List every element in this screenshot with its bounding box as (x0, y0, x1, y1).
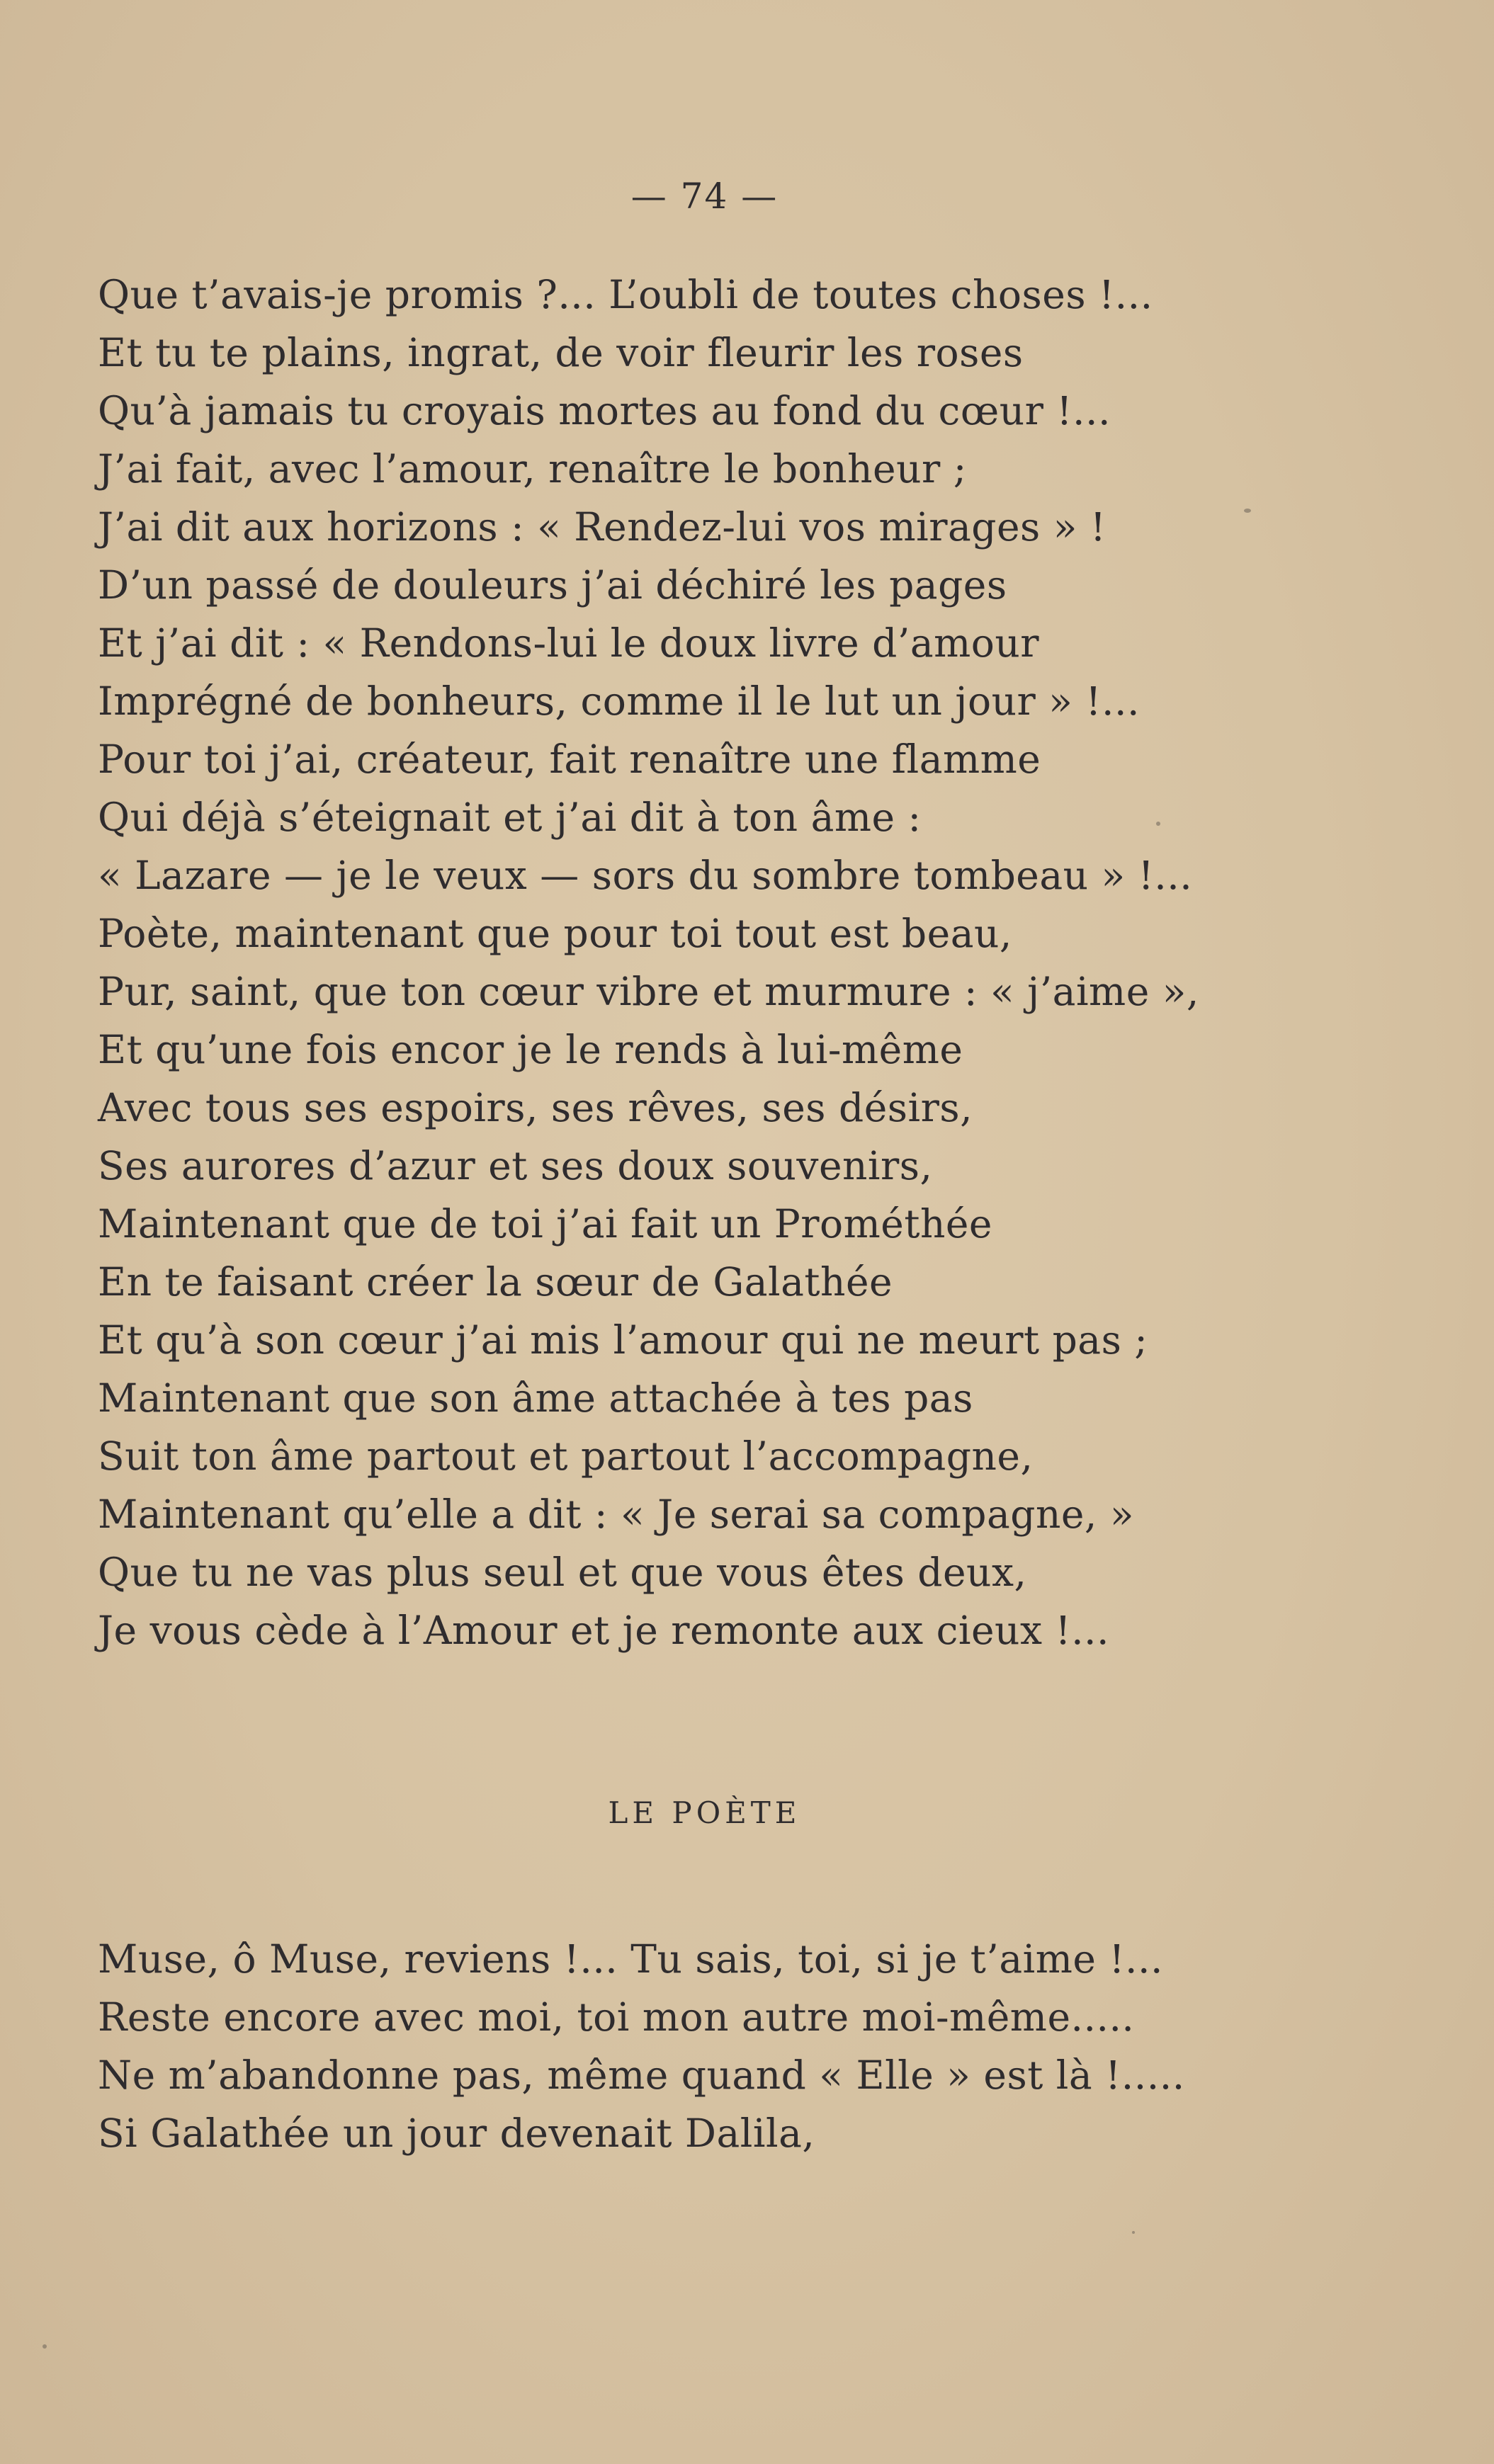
paper-speck (1132, 2231, 1135, 2234)
stanza-muse (98, 266, 1199, 1659)
verse-line: Si Galathée un jour devenait Dalila, (98, 2111, 815, 2156)
verse-line: Maintenant que de toi j’ai fait un Prométhée (98, 1201, 992, 1247)
verse-line: Et qu’à son cœur j’ai mis l’amour qui ne meurt pas ; (98, 1317, 1148, 1363)
verse-line: Reste encore avec moi, toi mon autre moi-même..... (98, 1994, 1135, 2040)
verse-line: Avec tous ses espoirs, ses rêves, ses désirs, (98, 1085, 973, 1130)
paper-speck (43, 2344, 47, 2349)
verse-line: Qu’à jamais tu croyais mortes au fond du cœur !... (98, 388, 1111, 433)
verse-line: J’ai fait, avec l’amour, renaître le bonheur ; (98, 446, 967, 492)
paper-speck (1244, 509, 1251, 513)
verse-line: Qui déjà s’éteignait et j’ai dit à ton âme : (98, 795, 922, 840)
verse-line: Pur, saint, que ton cœur vibre et murmure : « j’aime », (98, 969, 1199, 1014)
verse-line: J’ai dit aux horizons : « Rendez-lui vos mirages » ! (98, 504, 1107, 550)
verse-line: Et j’ai dit : « Rendons-lui le doux livre d’amour (98, 620, 1040, 666)
verse-line: En te faisant créer la sœur de Galathée (98, 1259, 893, 1305)
verse-line: Ne m’abandonne pas, même quand « Elle » est là !..... (98, 2053, 1185, 2098)
verse-line: Je vous cède à l’Amour et je remonte aux cieux !... (98, 1608, 1110, 1653)
verse-line: Et tu te plains, ingrat, de voir fleurir les roses (98, 330, 1024, 375)
verse-line: Imprégné de bonheurs, comme il le lut un jour » !... (98, 679, 1140, 724)
verse-line: D’un passé de douleurs j’ai déchiré les pages (98, 562, 1007, 608)
verse-line: Pour toi j’ai, créateur, fait renaître une flamme (98, 737, 1041, 782)
stanza-poete (98, 1930, 1185, 2162)
verse-line: Muse, ô Muse, reviens !... Tu sais, toi, si je t’aime !... (98, 1936, 1164, 1982)
verse-line: Que tu ne vas plus seul et que vous êtes deux, (98, 1550, 1027, 1595)
verse-line: Suit ton âme partout et partout l’accompagne, (98, 1433, 1034, 1479)
section-title: LE POÈTE (608, 1795, 801, 1830)
verse-line: Que t’avais-je promis ?... L’oubli de toutes choses !... (98, 272, 1153, 317)
verse-line: Et qu’une fois encor je le rends à lui-même (98, 1027, 963, 1072)
verse-line: Maintenant que son âme attachée à tes pas (98, 1375, 973, 1421)
verse-line: Ses aurores d’azur et ses doux souvenirs, (98, 1143, 933, 1188)
verse-line: Poète, maintenant que pour toi tout est beau, (98, 911, 1012, 956)
verse-line: Maintenant qu’elle a dit : « Je serai sa compagne, » (98, 1492, 1135, 1537)
verse-line: « Lazare — je le veux — sors du sombre tombeau » !... (98, 853, 1193, 898)
page-number: — 74 — (630, 176, 779, 217)
paper-speck (1156, 822, 1160, 826)
